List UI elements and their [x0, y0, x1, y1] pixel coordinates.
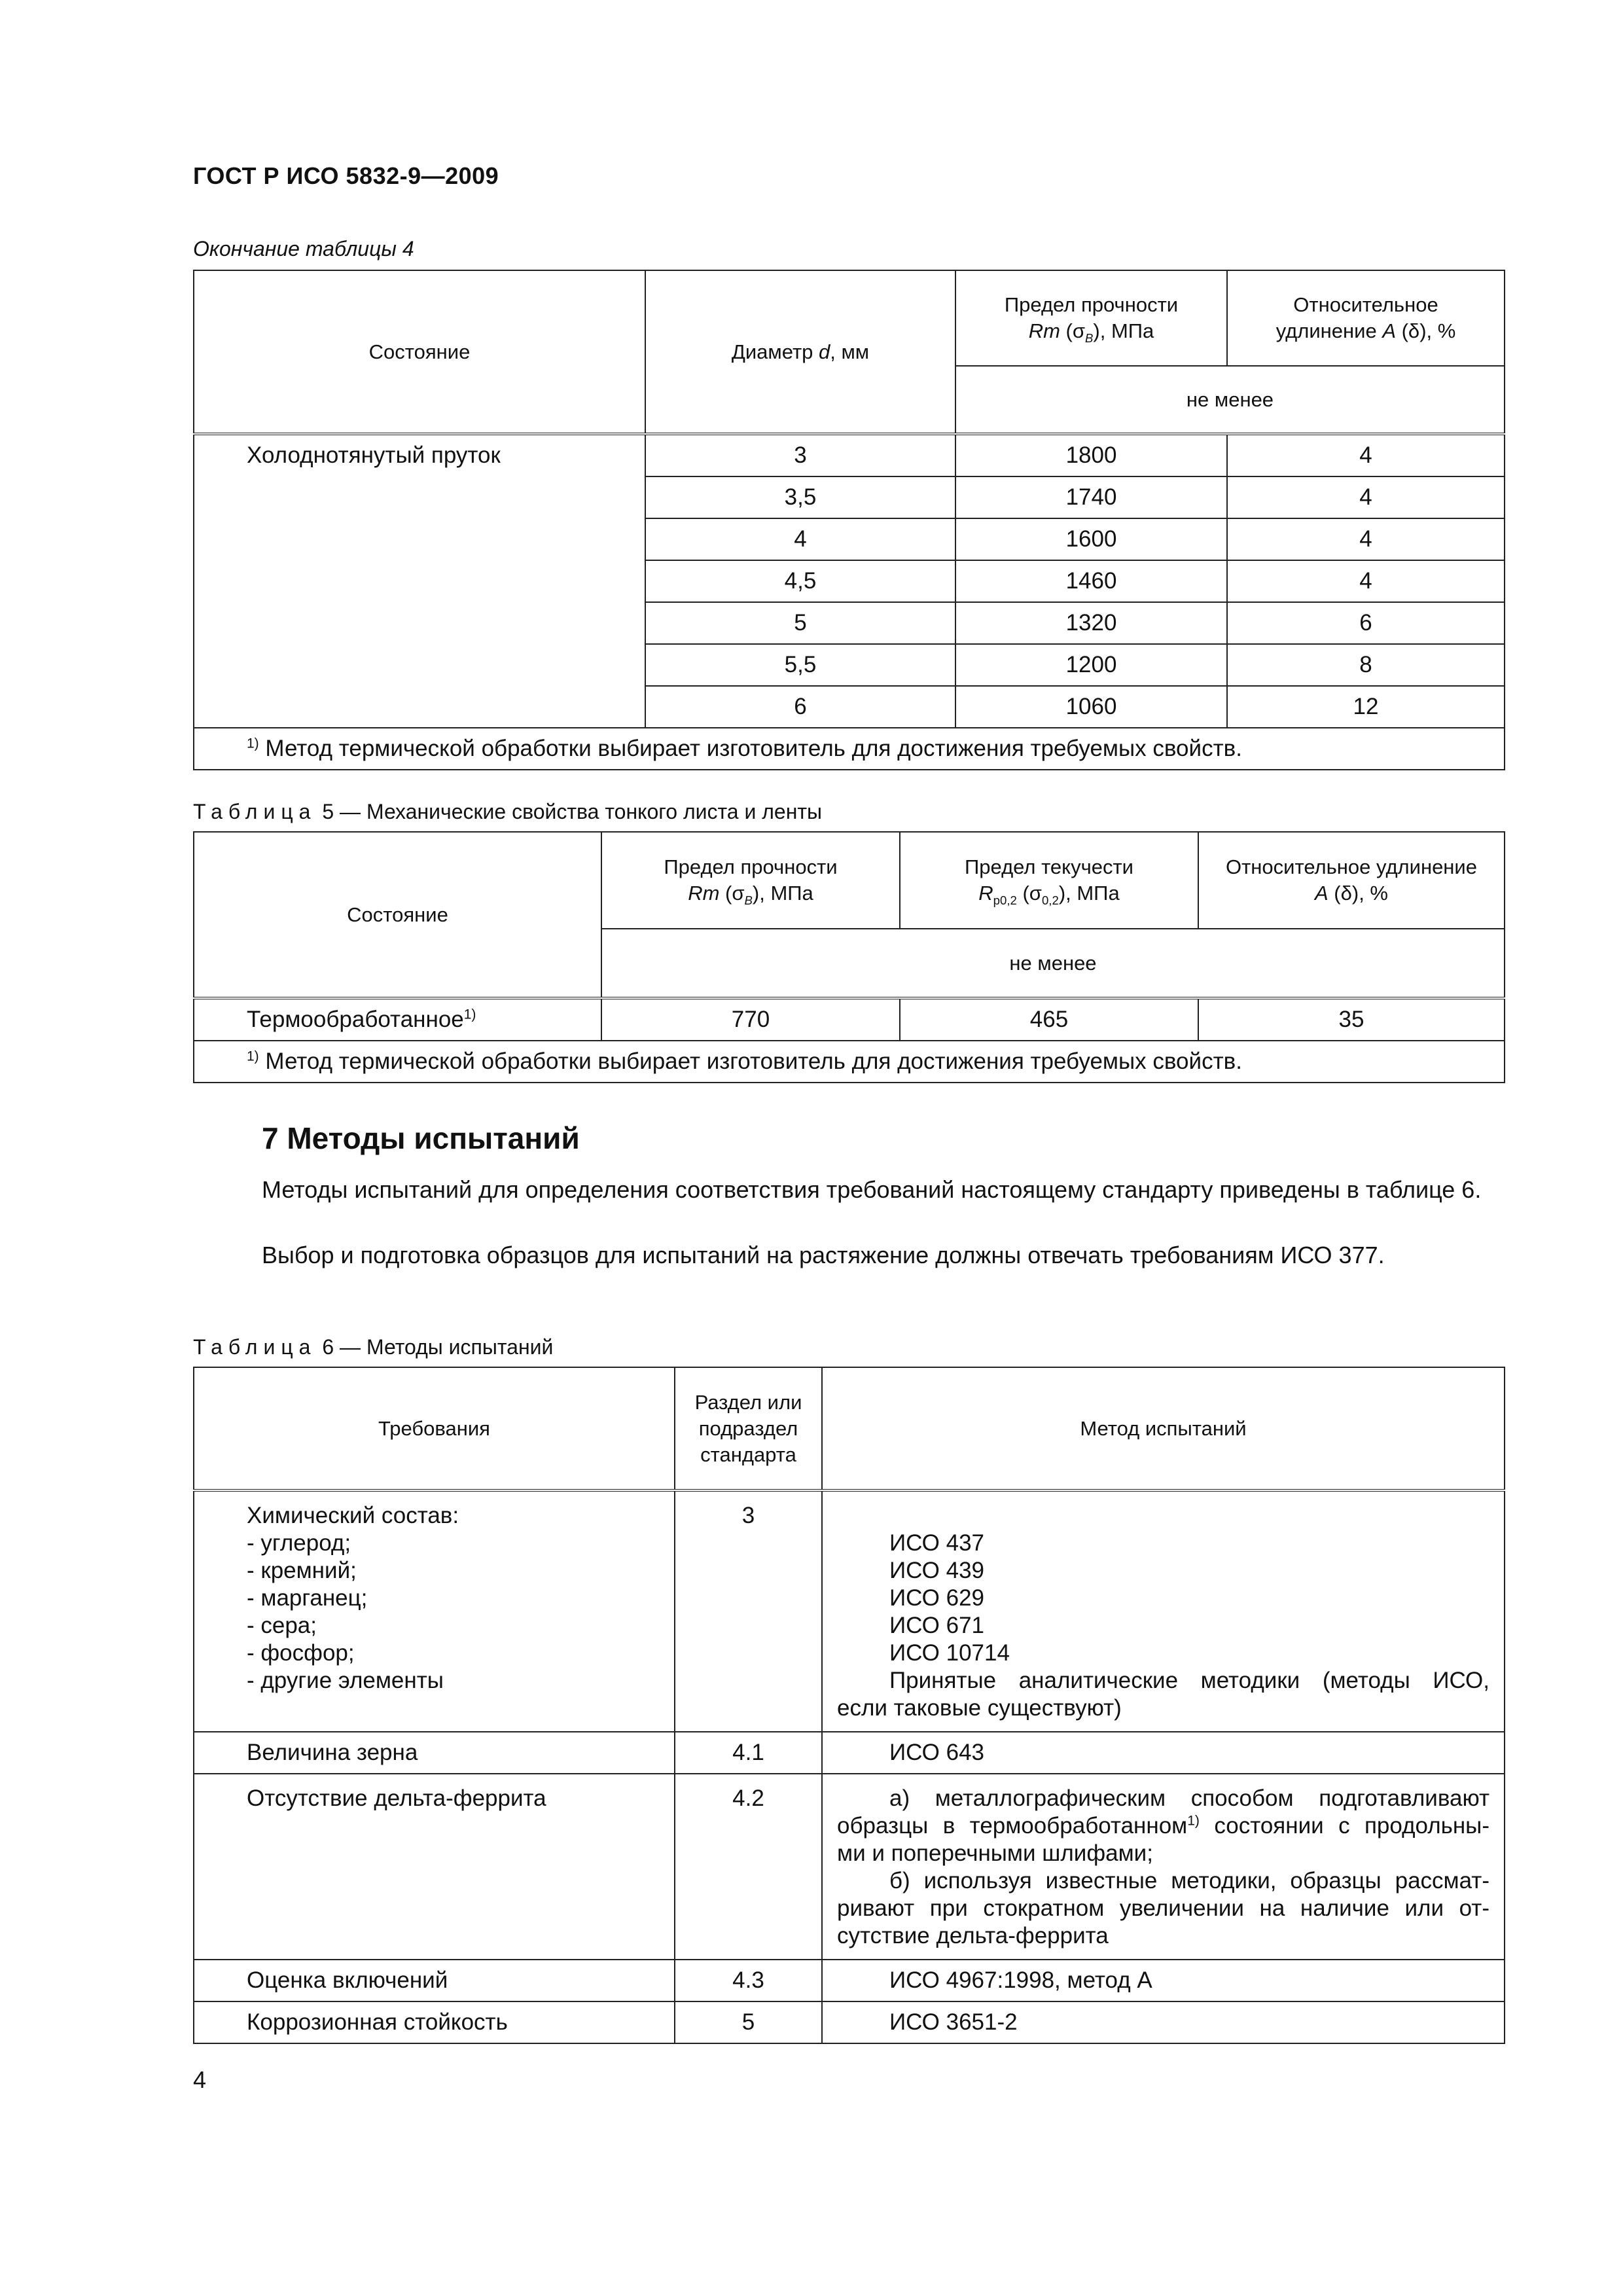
table4-min-note: не менее	[955, 366, 1505, 434]
table4-cell: 1600	[955, 518, 1227, 560]
table5-caption: Таблица 5 — Механические свойства тонкого листа и ленты	[193, 800, 823, 823]
table5-min-note: не менее	[601, 929, 1505, 998]
table6-chem-methods: ИСО 437 ИСО 439 ИСО 629 ИСО 671 ИСО 10714 Принятые аналитические методики (методы ИСО, если таковые существуют)	[822, 1490, 1505, 1732]
table5-header-state: Состояние	[194, 832, 601, 998]
table4-cell: 4	[1227, 560, 1505, 602]
table4-cell: 6	[645, 686, 955, 728]
section-title: 7 Методы испытаний	[262, 1121, 580, 1155]
table6-grain-section: 4.1	[675, 1732, 822, 1774]
table5-cell: 465	[900, 998, 1198, 1041]
table6-corrosion-method: ИСО 3651-2	[822, 2001, 1505, 2043]
table6-chem-req: Химический состав: - углерод; - кремний; - марганец; - сера; - фосфор; - другие элементы	[194, 1490, 675, 1732]
table4-cell: 3	[645, 434, 955, 476]
table5-header-yield: Предел текучести $R_{p0,2}$ $(\sigma_{0,2})$, МПа	[900, 832, 1198, 929]
table4-cell: 4,5	[645, 560, 955, 602]
paragraph: Методы испытаний для определения соответствия требований настоящему стандарту приведены в таблице 6.	[262, 1176, 1482, 1203]
table4-header-elongation: Относительное удлинение А (δ), %	[1227, 270, 1505, 366]
table4-footnote: $^{1)}$ Метод термической обработки выбирает изготовитель для достижения требуемых свойств.	[194, 728, 1505, 770]
table4-cell: 4	[645, 518, 955, 560]
table4-cell: 12	[1227, 686, 1505, 728]
table4-cell: 8	[1227, 644, 1505, 686]
table6-ferrite-method: а) металлографическим способом подготавливают образцы в термообработанном$^{1)}$ состоянии с продольны- ми и поперечными шлифами; б) используя известные методики, образцы рассмат- ривают при стократном увеличении на наличие или от- сутствие дельта-феррита	[822, 1774, 1505, 1960]
table4-cell: 4	[1227, 476, 1505, 518]
table4	[193, 270, 1505, 770]
table4-cell: 1460	[955, 560, 1227, 602]
table6-ferrite-req: Отсутствие дельта-феррита	[194, 1774, 675, 1960]
table6-inclusion-method: ИСО 4967:1998, метод А	[822, 1960, 1505, 2001]
table4-cell: 6	[1227, 602, 1505, 644]
table6-inclusion-section: 4.3	[675, 1960, 822, 2001]
table5-state-value: Термообработанное$^{1)}$	[194, 998, 601, 1041]
paragraph: Выбор и подготовка образцов для испытаний на растяжение должны отвечать требованиям ИСО 377.	[262, 1242, 1385, 1268]
table6-corrosion-section: 5	[675, 2001, 822, 2043]
table5	[193, 831, 1505, 1083]
table4-cell: 4	[1227, 518, 1505, 560]
table6-grain-req: Величина зерна	[194, 1732, 675, 1774]
table4-cell: 1800	[955, 434, 1227, 476]
page-number: 4	[193, 2066, 207, 2093]
table4-caption: Окончание таблицы 4	[193, 237, 414, 260]
table4-cell: 5	[645, 602, 955, 644]
table5-cell: 35	[1198, 998, 1505, 1041]
table4-cell: 3,5	[645, 476, 955, 518]
table5-header-elongation: Относительное удлинение А (δ), %	[1198, 832, 1505, 929]
table6-corrosion-req: Коррозионная стойкость	[194, 2001, 675, 2043]
table4-header-state: Состояние	[194, 270, 645, 434]
table4-cell: 1320	[955, 602, 1227, 644]
table4-cell: 1740	[955, 476, 1227, 518]
table6-header-method: Метод испытаний	[822, 1367, 1505, 1490]
table6-ferrite-section: 4.2	[675, 1774, 822, 1960]
table6-grain-method: ИСО 643	[822, 1732, 1505, 1774]
table4-state-value: Холоднотянутый пруток	[194, 434, 645, 728]
table5-cell: 770	[601, 998, 900, 1041]
table4-header-strength: Предел прочности Rm $(\sigma_В)$, МПа	[955, 270, 1227, 366]
table4-cell: 1200	[955, 644, 1227, 686]
table6-caption: Таблица 6 — Методы испытаний	[193, 1335, 554, 1359]
table6-header-section: Раздел или подраздел стандарта	[675, 1367, 822, 1490]
table5-footnote: $^{1)}$ Метод термической обработки выбирает изготовитель для достижения требуемых свойств.	[194, 1041, 1505, 1083]
table4-cell: 1060	[955, 686, 1227, 728]
table4-header-diameter: Диаметр d, мм	[645, 270, 955, 434]
document-code: ГОСТ Р ИСО 5832-9—2009	[193, 162, 499, 189]
table4-cell: 4	[1227, 434, 1505, 476]
table6-header-requirements: Требования	[194, 1367, 675, 1490]
table6-inclusion-req: Оценка включений	[194, 1960, 675, 2001]
table5-header-strength: Предел прочности Rm $(\sigma_В)$, МПа	[601, 832, 900, 929]
table4-cell: 5,5	[645, 644, 955, 686]
table6-chem-section: 3	[675, 1490, 822, 1732]
table6	[193, 1367, 1505, 2044]
